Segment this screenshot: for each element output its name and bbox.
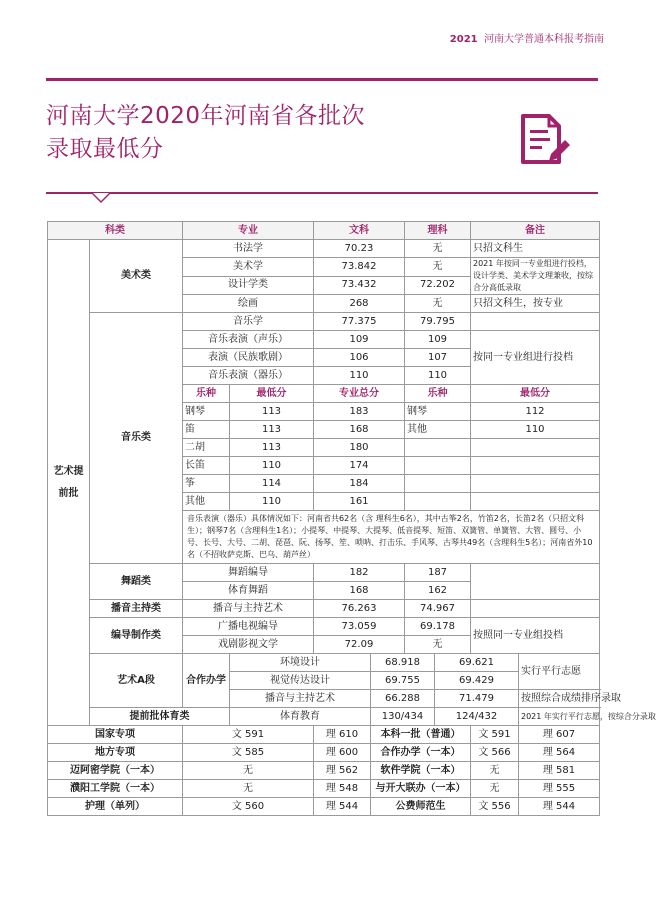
li-cell: 79.795 (405, 313, 471, 331)
instrument-cell: 113 (230, 439, 314, 457)
major-cell: 书法学 (183, 240, 314, 258)
summary-cell: 文 591 (183, 726, 314, 744)
wen-cell: 73.842 (314, 258, 405, 277)
note-cell: 按同一专业组进行投档 (471, 331, 600, 385)
wen-cell: 76.263 (314, 600, 405, 618)
note-cell: 2021 年实行平行志愿，按综合分录取 (519, 708, 600, 726)
instrument-header: 最低分 (230, 385, 314, 403)
summary-cell: 理 544 (314, 798, 371, 816)
summary-cell: 濮阳工学院（一本） (48, 780, 183, 798)
instrument-cell: 180 (314, 439, 405, 457)
table-row (48, 240, 600, 258)
note-cell: 按照综合成绩排序录取 (519, 690, 600, 708)
header-note: 备注 (471, 222, 600, 240)
li-cell: 109 (405, 331, 471, 349)
instrument-cell: 钢琴 (405, 403, 471, 421)
wen-cell: 182 (314, 564, 405, 582)
instrument-cell: 113 (230, 403, 314, 421)
instrument-cell: 长笛 (183, 457, 230, 475)
li-cell: 162 (405, 582, 471, 600)
instrument-header: 乐种 (405, 385, 471, 403)
instrument-cell: 钢琴 (183, 403, 230, 421)
li-cell: 124/432 (435, 708, 519, 726)
category-sports: 提前批体育类 (90, 708, 230, 726)
summary-cell: 理 600 (314, 744, 371, 762)
major-cell: 音乐表演（声乐） (183, 331, 314, 349)
instrument-cell: 112 (471, 403, 600, 421)
section-art-a: 艺术A段 (90, 654, 183, 708)
li-cell: 187 (405, 564, 471, 582)
major-cell: 播音与主持艺术 (230, 690, 371, 708)
bottom-rule (46, 192, 598, 194)
li-cell: 107 (405, 349, 471, 367)
summary-cell: 合作办学（一本） (371, 744, 471, 762)
note-cell: 只招文科生，按专业 (471, 295, 600, 313)
summary-cell: 地方专项 (48, 744, 183, 762)
wen-cell: 72.09 (314, 636, 405, 654)
summary-cell: 无 (183, 762, 314, 780)
wen-cell: 106 (314, 349, 405, 367)
wen-cell: 110 (314, 367, 405, 385)
summary-row (48, 798, 600, 816)
summary-row (48, 762, 600, 780)
li-cell: 71.479 (435, 690, 519, 708)
note-cell: 2021 年按同一专业组进行投档，设计学类、美术学文理兼收，按综合分高低录取 (471, 258, 600, 295)
wen-cell: 168 (314, 582, 405, 600)
major-cell: 音乐学 (183, 313, 314, 331)
summary-cell: 护理（单列） (48, 798, 183, 816)
header-guide: 河南大学普通本科报考指南 (484, 34, 604, 45)
summary-cell: 理 564 (519, 744, 600, 762)
li-cell: 69.429 (435, 672, 519, 690)
wen-cell: 109 (314, 331, 405, 349)
instrument-cell: 174 (314, 457, 405, 475)
li-cell: 74.967 (405, 600, 471, 618)
instrument-cell: 笛 (183, 421, 230, 439)
summary-cell: 理 610 (314, 726, 371, 744)
summary-cell: 理 581 (519, 762, 600, 780)
major-cell: 环境设计 (230, 654, 371, 672)
note-cell: 按照同一专业组投档 (471, 618, 600, 654)
header-wen: 文科 (314, 222, 405, 240)
table-row (48, 313, 600, 331)
major-cell: 舞蹈编导 (183, 564, 314, 582)
major-cell: 体育教育 (230, 708, 371, 726)
summary-cell: 理 544 (519, 798, 600, 816)
category-broadcast: 播音主持类 (90, 600, 183, 618)
major-cell: 音乐表演（器乐） (183, 367, 314, 385)
wen-cell: 268 (314, 295, 405, 313)
major-cell: 美术学 (183, 258, 314, 277)
instrument-cell: 其他 (405, 421, 471, 439)
li-cell: 110 (405, 367, 471, 385)
summary-cell: 理 555 (519, 780, 600, 798)
wen-cell: 73.432 (314, 276, 405, 295)
table-row (48, 600, 600, 618)
major-cell: 戏剧影视文学 (183, 636, 314, 654)
li-cell: 72.202 (405, 276, 471, 295)
category-coop: 合作办学 (183, 654, 230, 708)
wen-cell: 66.288 (371, 690, 435, 708)
summary-cell: 文 585 (183, 744, 314, 762)
major-cell: 表演（民族歌剧） (183, 349, 314, 367)
wen-cell: 70.23 (314, 240, 405, 258)
instrument-cell: 168 (314, 421, 405, 439)
page-header (450, 30, 604, 45)
summary-row (48, 780, 600, 798)
table-row (48, 618, 600, 636)
li-cell: 无 (405, 258, 471, 277)
summary-cell: 公费师范生 (371, 798, 471, 816)
li-cell: 69.178 (405, 618, 471, 636)
instrument-header: 最低分 (471, 385, 600, 403)
summary-cell: 文 560 (183, 798, 314, 816)
category-directing: 编导制作类 (90, 618, 183, 654)
wen-cell: 130/434 (371, 708, 435, 726)
instrument-cell: 183 (314, 403, 405, 421)
summary-cell: 文 591 (471, 726, 519, 744)
summary-cell: 国家专项 (48, 726, 183, 744)
instrument-cell: 二胡 (183, 439, 230, 457)
instrument-cell: 114 (230, 475, 314, 493)
page-title (46, 100, 365, 166)
summary-cell: 无 (471, 780, 519, 798)
summary-cell: 本科一批（普通） (371, 726, 471, 744)
table-row (48, 708, 600, 726)
li-cell: 无 (405, 295, 471, 313)
table-row (48, 654, 600, 672)
li-cell: 无 (405, 240, 471, 258)
summary-row (48, 744, 600, 762)
li-cell: 无 (405, 636, 471, 654)
document-pen-icon (515, 110, 573, 168)
instrument-cell: 110 (471, 421, 600, 439)
major-cell: 体育舞蹈 (183, 582, 314, 600)
major-cell: 设计学类 (183, 276, 314, 295)
instrument-cell: 其他 (183, 493, 230, 511)
summary-cell: 无 (471, 762, 519, 780)
wen-cell: 77.375 (314, 313, 405, 331)
section-art-early: 艺术提前批 (48, 240, 90, 726)
note-cell: 只招文科生 (471, 240, 600, 258)
summary-cell: 理 548 (314, 780, 371, 798)
title-line1: 河南大学2020年河南省各批次 (46, 103, 366, 129)
instrument-cell: 161 (314, 493, 405, 511)
summary-cell: 理 562 (314, 762, 371, 780)
summary-cell: 文 556 (471, 798, 519, 816)
instrument-cell: 110 (230, 493, 314, 511)
instrument-cell: 110 (230, 457, 314, 475)
major-cell: 视觉传达设计 (230, 672, 371, 690)
title-line2: 录取最低分 (46, 136, 164, 162)
instrument-header: 专业总分 (314, 385, 405, 403)
category-fine-art: 美术类 (90, 240, 183, 313)
music-detail: 音乐表演（器乐）具体情况如下：河南省共62名（含 理科生6名），其中古筝2名，竹笛2名，长笛2名（只招文科生）；钢琴7名（含理科生1名）；小提琴、中提琴、大提琴、低音提琴、短笛、双簧管、单簧管、大管、圆号、小号、长号、大号、二胡、琵琶、阮、扬琴、笙、唢呐、打击乐、手风琴、古琴共49名（含理科生5名）；河南省外10名（不招收萨克斯、巴乌、葫芦丝） (183, 511, 600, 564)
score-table (47, 221, 656, 816)
summary-cell: 软件学院（一本） (371, 762, 471, 780)
wen-cell: 68.918 (371, 654, 435, 672)
summary-cell: 理 607 (519, 726, 600, 744)
wen-cell: 73.059 (314, 618, 405, 636)
wen-cell: 69.755 (371, 672, 435, 690)
table-header-row (48, 222, 600, 240)
major-cell: 广播电视编导 (183, 618, 314, 636)
major-cell: 播音与主持艺术 (183, 600, 314, 618)
summary-cell: 文 566 (471, 744, 519, 762)
major-cell: 绘画 (183, 295, 314, 313)
summary-cell: 无 (183, 780, 314, 798)
category-music: 音乐类 (90, 313, 183, 564)
li-cell: 69.621 (435, 654, 519, 672)
instrument-cell: 184 (314, 475, 405, 493)
summary-cell: 迈阿密学院（一本） (48, 762, 183, 780)
summary-cell: 与开大联办（一本） (371, 780, 471, 798)
note-cell: 实行平行志愿 (519, 654, 600, 690)
summary-row (48, 726, 600, 744)
table-row (48, 564, 600, 582)
instrument-cell: 筝 (183, 475, 230, 493)
category-dance: 舞蹈类 (90, 564, 183, 600)
header-li: 理科 (405, 222, 471, 240)
instrument-header: 乐种 (183, 385, 230, 403)
header-category: 科类 (48, 222, 183, 240)
header-major: 专业 (183, 222, 314, 240)
header-year: 2021 (449, 34, 478, 45)
instrument-cell: 113 (230, 421, 314, 439)
top-rule (46, 78, 598, 81)
